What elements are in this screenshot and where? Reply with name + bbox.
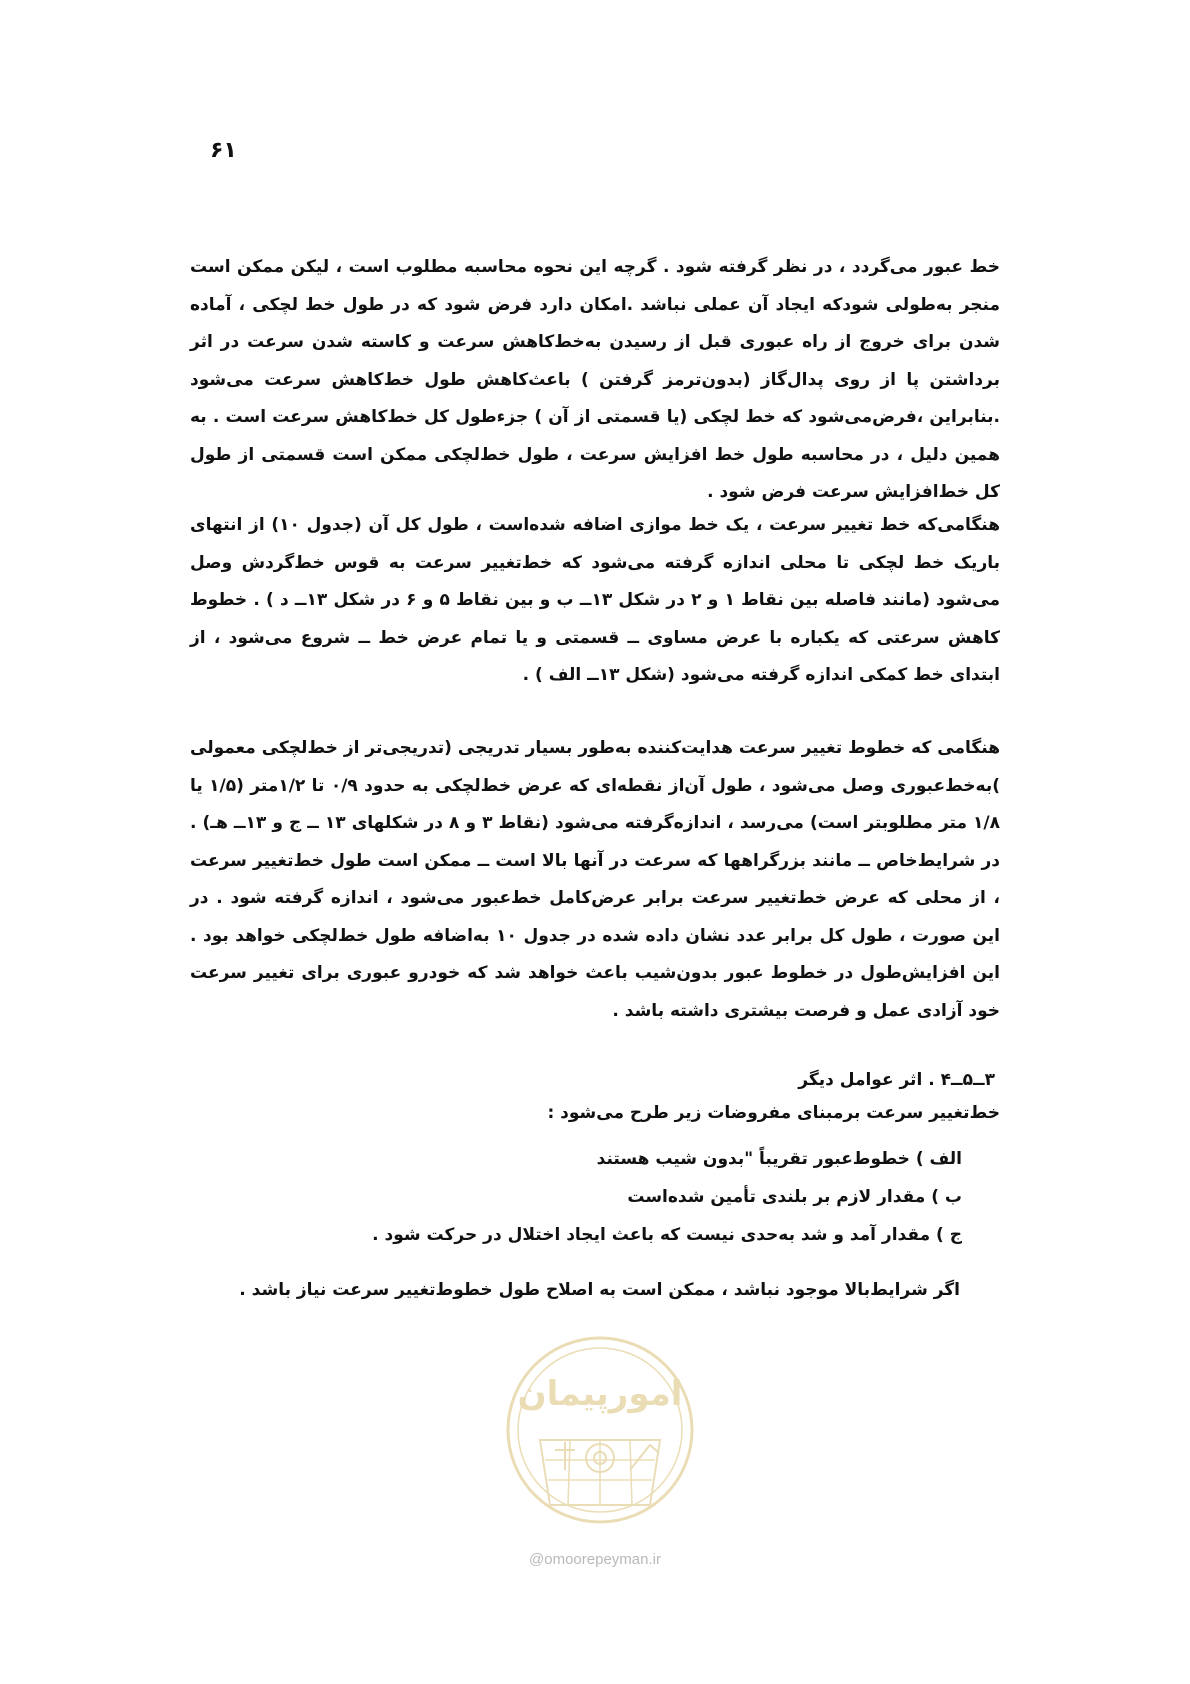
watermark-logo-text: امورپیمان: [517, 1374, 683, 1414]
paragraph-2: هنگامی‌که خط تغییر سرعت ، یک خط موازی اضافه شده‌است ، طول کل آن (جدول ۱۰) از انتهای باریک خط لچکی تا محلی اندازه گرفته می‌شود که خط‌تغییر سرعت به قوس خط‌گردش وصل می‌شود (مانند فاصله بین نقاط ۱ و ۲ در شکل ۱۳ــ ب و بین نقاط ۵ و ۶ در شکل ۱۳ــ د ) . خطوط کاهش سرعتی که یکباره با عرض مساوی ــ قسمتی و یا تمام عرض خط ــ شروع می‌شود ، از ابتدای خط کمکی اندازه گرفته می‌شود (شکل ۱۳ــ الف ) .: [190, 515, 1000, 685]
list-item: الف ) خطوط‌عبور تقریباً "بدون شیب هستند: [596, 1149, 962, 1169]
assumption-list: [372, 1140, 962, 1254]
section-heading: ۳ــ۵ــ۴ . اثر عوامل دیگر: [798, 1070, 995, 1090]
watermark-logo-icon: [500, 1330, 700, 1540]
section-intro: خط‌تغییر سرعت برمبنای مفروضات زیر طرح می‌شود :: [547, 1103, 1000, 1123]
list-item: ب ) مقدار لازم بر بلندی تأمین شده‌است: [627, 1187, 962, 1207]
closing-sentence: اگر شرایط‌بالا موجود نباشد ، ممکن است به اصلاح طول خطوط‌تغییر سرعت نیاز باشد .: [239, 1280, 960, 1300]
page-number: ۶۱: [210, 138, 237, 163]
list-item: ج ) مقدار آمد و شد به‌حدی نیست که باعث ایجاد اختلال در حرکت شود .: [372, 1225, 962, 1245]
watermark-url: @omoorepeyman.ir: [529, 1551, 661, 1568]
paragraph-1: خط عبور می‌گردد ، در نظر گرفته شود . گرچه این نحوه محاسبه مطلوب است ، لیکن ممکن است منجر به‌طولی شودکه ایجاد آن عملی نباشد .امکان دارد فرض شود که در طول خط لچکی ، آماده شدن برای خروج از راه عبوری قبل از رسیدن به‌خط‌کاهش سرعت و کاسته شدن سرعت در اثر برداشتن پا از روی پدال‌گاز (بدون‌ترمز گرفتن ) باعث‌کاهش طول خط‌کاهش سرعت می‌شود .بنابراین ،فرض‌می‌شود که خط لچکی (یا قسمتی از آن ) جزءطول کل خط‌کاهش سرعت است . به همین دلیل ، در محاسبه طول خط افزایش سرعت ، طول خط‌لچکی ممکن است قسمتی از طول کل خط‌افزایش سرعت فرض شود .: [190, 257, 1000, 502]
paragraph-3: هنگامی که خطوط تغییر سرعت هدایت‌کننده به‌طور بسیار تدریجی (تدریجی‌تر از خط‌لچکی معمولی )به‌خط‌عبوری وصل می‌شود ، طول آن‌از نقطه‌ای که عرض خط‌لچکی به حدود ۰/۹ تا ۱/۲متر (۱/۵ یا ۱/۸ متر مطلوبتر است) می‌رسد ، اندازه‌گرفته می‌شود (نقاط ۳ و ۸ در شکلهای ۱۳ ــ ج و ۱۳ــ هـ) . در شرایط‌خاص ــ مانند بزرگراهها که سرعت در آنها بالا است ــ ممکن است طول خط‌تغییر سرعت ، از محلی که عرض خط‌تغییر سرعت برابر عرض‌کامل خط‌عبور می‌شود ، اندازه گرفته شود . در این صورت ، طول کل برابر عدد نشان داده شده در جدول ۱۰ به‌اضافه طول خط‌لچکی خواهد بود . این افزایش‌طول در خطوط عبور بدون‌شیب باعث خواهد شد که خودرو عبوری برای تغییر سرعت خود آزادی عمل و فرصت بیشتری داشته باشد .: [190, 738, 1001, 1021]
